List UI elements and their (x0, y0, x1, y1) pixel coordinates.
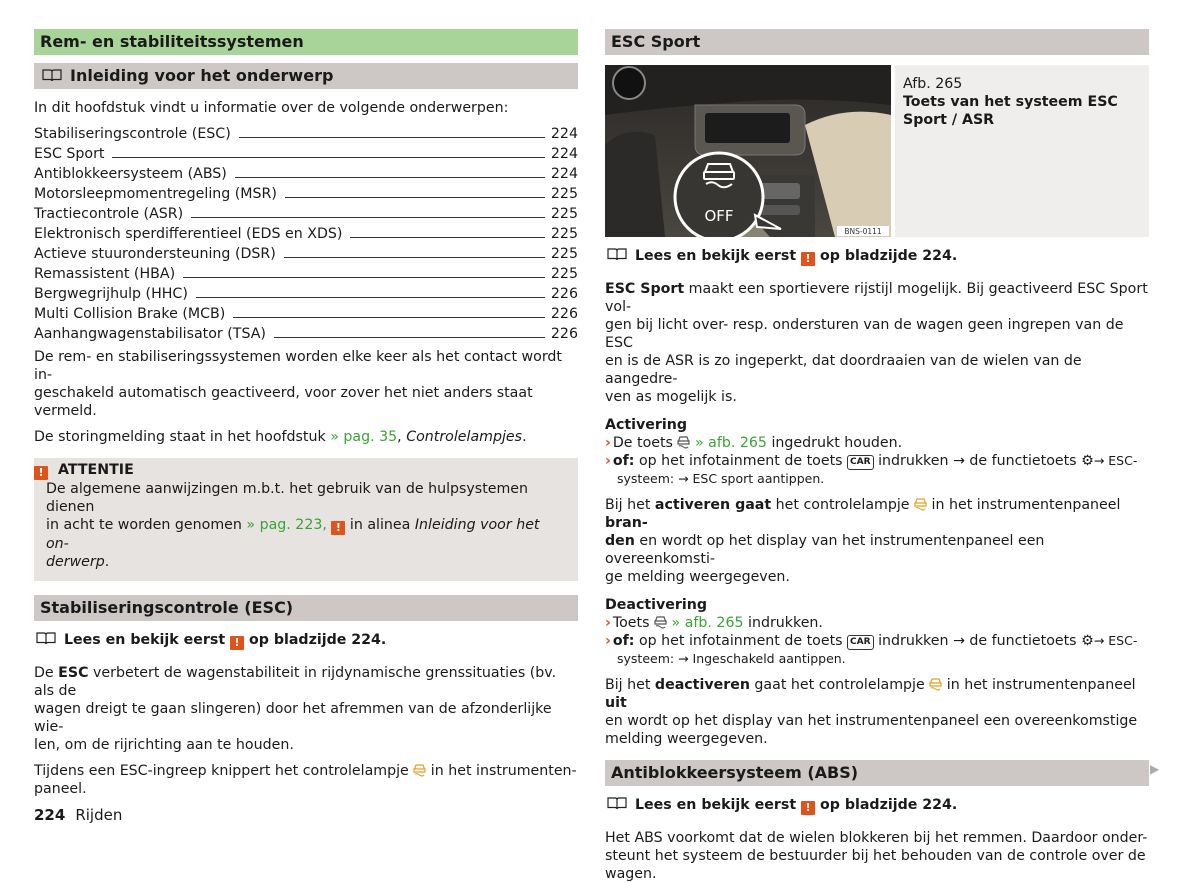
esc-warning-lamp-icon (413, 763, 426, 777)
abs-para-line-1: Het ABS voorkomt dat de wielen blokkeren bij het remmen. Daardoor onder- (605, 830, 1148, 846)
toc-label: Motorsleepmomentregeling (MSR) (34, 186, 277, 202)
activation-para-line-1 (605, 496, 1149, 532)
figure-block (605, 65, 1149, 237)
para-2-end: . (522, 429, 527, 445)
toc-page: 226 (550, 306, 578, 322)
read-first-page: op bladzijde 224. (815, 797, 958, 813)
deact-p-bold: deactiveren (654, 677, 750, 693)
toc-leader (350, 237, 544, 238)
activation-item-2 (605, 452, 1149, 470)
toc-page: 226 (550, 286, 578, 302)
next-page-arrow-icon[interactable]: ▶ (1150, 762, 1160, 776)
toc-label: Bergwegrijhulp (HHC) (34, 286, 188, 302)
esc-para-1-line-1 (34, 664, 578, 700)
deact-item2-pre: op het infotainment de toets (634, 633, 848, 649)
warning-icon: ! (801, 252, 815, 266)
read-first-left (34, 631, 578, 650)
chevron-right-icon: › (605, 633, 611, 649)
fig-caption-line-2: Sport / ASR (903, 112, 995, 128)
toc-row[interactable] (34, 143, 578, 163)
toc-leader (285, 197, 545, 198)
page-35-link[interactable]: » pag. 35 (330, 429, 398, 445)
left-column (34, 29, 578, 798)
chapter-name: Rijden (75, 806, 123, 824)
toc-label: Aanhangwagenstabilisator (TSA) (34, 326, 266, 342)
deact-item2-post: → ESC- (1093, 633, 1138, 648)
act-p-pre: Bij het (605, 497, 655, 513)
toc-leader (233, 317, 545, 318)
book-icon (42, 69, 62, 82)
esc-para-2-line-1 (34, 762, 578, 780)
toc-label: ESC Sport (34, 146, 105, 162)
esc-p1-pre: De (34, 665, 59, 681)
page-number: 224 (34, 806, 66, 824)
toc-row[interactable] (34, 323, 578, 343)
page-223-link[interactable]: » pag. 223, (246, 517, 332, 533)
toc-row[interactable] (34, 123, 578, 143)
car-button-icon: CAR (847, 455, 874, 470)
attention-box (34, 458, 578, 581)
read-first-abs (605, 796, 1149, 815)
para-2-italic: Controlelampjes (406, 429, 523, 445)
attention-line-2-italic: Inleiding voor het on- (46, 517, 540, 552)
esc-sport-title: ESC Sport (605, 29, 1149, 55)
toc-leader (235, 177, 545, 178)
deactivation-item-2-line-2: systeem: → Ingeschakeld aantippen. (617, 651, 846, 666)
deact-p-bold2: uit (605, 695, 627, 711)
attention-label: ATTENTIE (58, 462, 134, 478)
deactivation-heading: Deactivering (605, 597, 708, 613)
read-first-text: Lees en bekijk eerst (64, 632, 231, 648)
activation-heading: Activering (605, 417, 688, 433)
section-title-rem: Rem- en stabiliteitssystemen (34, 29, 578, 55)
attention-line-3-end: . (104, 554, 110, 570)
abs-para-line-3: wagen. (605, 866, 657, 882)
act-p-bold: activeren gaat (654, 497, 772, 513)
esc-p1-l1: verbetert de wagenstabiliteit in rijdynamische grenssituaties (bv. als de (34, 665, 557, 699)
abs-title: Antiblokkeersysteem (ABS) (605, 760, 1149, 786)
esc-sport-para-line-1 (605, 280, 1149, 316)
fig-265-link[interactable]: » afb. 265 (690, 435, 767, 451)
attention-line-2 (46, 516, 566, 553)
act-p-l2-bold: den (605, 533, 635, 549)
activation-item-1 (605, 434, 1149, 452)
toc-label: Remassistent (HBA) (34, 266, 176, 282)
deact-item1-pre: Toets (612, 615, 654, 631)
esc-warning-lamp-icon (929, 677, 942, 691)
act-item1-post: ingedrukt houden. (766, 435, 903, 451)
warning-icon: ! (230, 636, 244, 650)
esc-para-1-line-2: wagen dreigt te gaan slingeren) door het afremmen van de afzonderlijke wie- (34, 701, 552, 735)
book-icon (607, 248, 627, 261)
activation-para-line-2 (605, 532, 1149, 568)
deact-item2-bold: of: (612, 633, 635, 649)
esc-button-icon (654, 615, 667, 629)
toc-row[interactable] (34, 263, 578, 283)
toc-row[interactable] (34, 183, 578, 203)
toc-row[interactable] (34, 283, 578, 303)
esc-para-2-line-2: paneel. (34, 781, 87, 797)
toc-page: 224 (550, 126, 578, 142)
attention-line-2-text: in acht te worden genomen (46, 517, 247, 533)
right-column (605, 29, 1149, 883)
esc-p2-pre: Tijdens een ESC-ingreep knippert het controlelampje (34, 763, 414, 779)
settings-icon: ⚙ (1081, 453, 1094, 469)
act-item2-bold: of: (612, 453, 635, 469)
fig-label: Afb. 265 (903, 76, 963, 92)
page-footer (34, 806, 122, 824)
toc-page: 224 (550, 146, 578, 162)
para-2-sep: , (397, 429, 407, 445)
read-first-page: op bladzijde 224. (815, 248, 958, 264)
act-p-post: in het instrumentenpaneel (927, 497, 1121, 513)
esc-p1-bold: ESC (58, 665, 89, 681)
car-button-icon: CAR (847, 635, 874, 650)
toc-row[interactable] (34, 223, 578, 243)
deactivation-para-line-3: melding weergegeven. (605, 731, 768, 747)
activation-para-line-3: ge melding weergegeven. (605, 569, 790, 585)
para-1-line-1: De rem- en stabiliseringssystemen worden elke keer als het contact wordt in- (34, 349, 562, 383)
intro-text: In dit hoofdstuk vindt u informatie over de volgende onderwerpen: (34, 100, 509, 116)
abs-para-line-2: steunt het systeem de bestuurder bij het behouden van de controle over de (605, 848, 1146, 864)
deactivation-para-line-1 (605, 676, 1149, 712)
figure-265 (605, 65, 891, 237)
deact-item2-mid: indrukken → de functietoets (873, 633, 1082, 649)
attention-line-1: De algemene aanwijzingen m.b.t. het gebruik van de hulpsystemen dienen (46, 481, 529, 515)
toc-leader (274, 337, 545, 338)
deact-item1-post: indrukken. (743, 615, 823, 631)
deactivation-item-1 (605, 614, 1149, 632)
settings-icon: ⚙ (1081, 633, 1094, 649)
esc-sport-para-line-3: en is de ASR is zo ingeperkt, dat doordraaien van de wielen van de aangedre- (605, 353, 1082, 387)
para-2 (34, 428, 578, 446)
act-item2-pre: op het infotainment de toets (634, 453, 848, 469)
read-first-page: op bladzijde 224. (244, 632, 387, 648)
toc-leader (112, 157, 544, 158)
esc-sport-bold: ESC Sport (605, 281, 685, 297)
activation-item-2-line-2: systeem: → ESC sport aantippen. (617, 471, 825, 486)
toc-page: 225 (550, 186, 578, 202)
chevron-right-icon: › (605, 435, 611, 451)
book-icon (607, 797, 627, 810)
toc-row[interactable] (34, 243, 578, 263)
esc-sport-l1: maakt een sportievere rijstijl mogelijk. Bij geactiveerd ESC Sport vol- (605, 281, 1148, 315)
toc-leader (239, 137, 545, 138)
toc-page: 225 (550, 266, 578, 282)
toc-label: Multi Collision Brake (MCB) (34, 306, 226, 322)
act-p-bold2: bran- (605, 515, 648, 531)
deact-p-pre: Bij het (605, 677, 655, 693)
fig-button-text: OFF (704, 207, 734, 225)
toc-leader (196, 297, 545, 298)
fig-code: BNS-0111 (844, 227, 882, 236)
toc-page: 225 (550, 246, 578, 262)
esc-sport-para-line-2: gen bij licht over- resp. ondersturen van de wagen geen ingrepen van de ESC (605, 317, 1124, 351)
toc-page: 225 (550, 226, 578, 242)
toc-leader (191, 217, 545, 218)
attention-line-3 (46, 553, 566, 571)
deactivation-para-line-2: en wordt op het display van het instrumentenpaneel een overeenkomstige (605, 713, 1138, 729)
warning-icon: ! (34, 466, 48, 480)
esc-title: Stabiliseringscontrole (ESC) (34, 595, 578, 621)
fig-caption-line-1: Toets van het systeem ESC (903, 94, 1118, 110)
chevron-right-icon: › (605, 453, 611, 469)
attention-line-2-mid: in alinea (345, 517, 415, 533)
act-p-l2: en wordt op het display van het instrumentenpaneel een overeenkomsti- (605, 533, 1045, 567)
toc-leader (284, 257, 545, 258)
intro-title: Inleiding voor het onderwerp (70, 66, 334, 85)
read-first-text: Lees en bekijk eerst (635, 248, 802, 264)
toc-label: Antiblokkeersysteem (ABS) (34, 166, 227, 182)
esc-p2-post: in het instrumenten- (426, 763, 577, 779)
attention-header (38, 462, 566, 480)
deactivation-item-2 (605, 632, 1149, 650)
act-item2-post: → ESC- (1093, 453, 1138, 468)
intro-title-bar (34, 63, 578, 89)
fig-265-link[interactable]: » afb. 265 (667, 615, 744, 631)
attention-line-3-italic: derwerp (46, 554, 105, 570)
read-first-text: Lees en bekijk eerst (635, 797, 802, 813)
para-1-line-2: geschakeld automatisch geactiveerd, voor zover het niet anders staat vermeld. (34, 385, 533, 419)
esc-sport-para-line-4: ven as mogelijk is. (605, 389, 737, 405)
toc-page: 225 (550, 206, 578, 222)
toc-label: Elektronisch sperdifferentieel (EDS en XDS) (34, 226, 343, 242)
warning-icon: ! (801, 801, 815, 815)
warning-icon: ! (331, 521, 345, 535)
toc-page: 224 (550, 166, 578, 182)
figure-caption (895, 65, 1149, 237)
para-2-text: De storingmelding staat in het hoofdstuk (34, 429, 331, 445)
toc-list (34, 123, 578, 343)
read-first-right (605, 247, 1149, 266)
toc-row[interactable] (34, 163, 578, 183)
toc-row[interactable] (34, 303, 578, 323)
deact-p-post: in het instrumentenpaneel (942, 677, 1136, 693)
esc-button-icon (677, 435, 690, 449)
act-item2-mid: indrukken → de functietoets (873, 453, 1082, 469)
chevron-right-icon: › (605, 615, 611, 631)
esc-warning-lamp-icon (914, 497, 927, 511)
attention-body (46, 480, 566, 571)
act-item1-pre: De toets (612, 435, 678, 451)
esc-para-1-line-3: len, om de rijrichting aan te houden. (34, 737, 294, 753)
toc-row[interactable] (34, 203, 578, 223)
book-icon (36, 632, 56, 645)
act-p-mid: het controlelampje (771, 497, 915, 513)
toc-leader (183, 277, 545, 278)
deact-p-mid: gaat het controlelampje (749, 677, 930, 693)
toc-label: Stabiliseringscontrole (ESC) (34, 126, 231, 142)
toc-label: Tractiecontrole (ASR) (34, 206, 184, 222)
dashboard-photo (605, 65, 891, 237)
toc-label: Actieve stuurondersteuning (DSR) (34, 246, 276, 262)
toc-page: 226 (550, 326, 578, 342)
